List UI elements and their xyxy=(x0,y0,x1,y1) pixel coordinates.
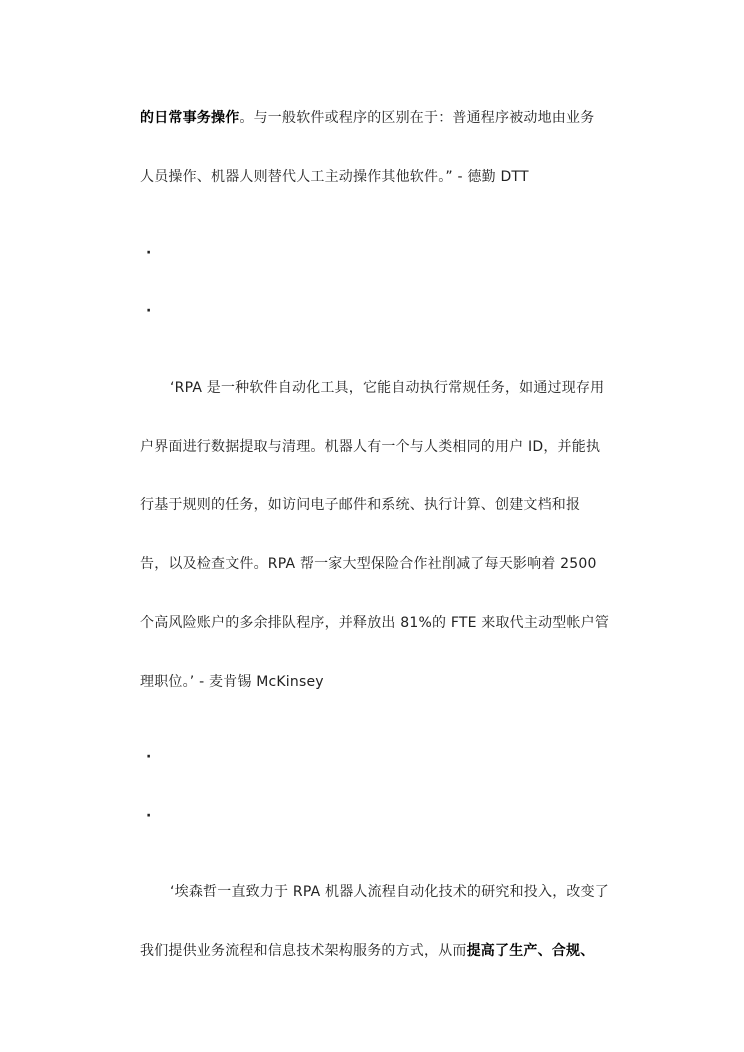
paragraph-2-line-3: 行基于规则的任务，如访问电子邮件和系统、执行计算、创建文档和报 xyxy=(140,497,581,513)
paragraph-1-text: 。与一般软件或程序的区别在于：普通程序被动地由业务 xyxy=(239,110,595,126)
paragraph-1-line-1 xyxy=(140,108,594,128)
paragraph-2-line-1: ‘RPA 是一种软件自动化工具，它能自动执行常规任务，如通过现存用 xyxy=(170,380,605,396)
paragraph-3-line-2 xyxy=(140,941,594,961)
bullet-marker: · xyxy=(146,749,152,765)
paragraph-2-line-2: 户界面进行数据提取与清理。机器人有一个与人类相同的用户 ID，并能执 xyxy=(140,439,601,455)
paragraph-1-bold-text: 的日常事务操作 xyxy=(140,110,240,126)
paragraph-2-line-6: 理职位。’ - 麦肯锡 McKinsey xyxy=(140,674,324,690)
paragraph-3-line-1: ‘埃森哲一直致力于 RPA 机器人流程自动化技术的研究和投入，改变了 xyxy=(170,884,610,900)
paragraph-2-line-4: 告，以及检查文件。RPA 帮一家大型保险合作社削减了每天影响着 2500 xyxy=(140,556,597,572)
bullet-marker: · xyxy=(146,303,152,319)
bullet-marker: · xyxy=(146,245,152,261)
bullet-marker: · xyxy=(146,808,152,824)
paragraph-3-bold-text: 提高了生产、合规、 xyxy=(466,943,595,959)
paragraph-3-text: 我们提供业务流程和信息技术架构服务的方式，从而 xyxy=(140,943,467,959)
paragraph-2-line-5: 个高风险账户的多余排队程序，并释放出 81%的 FTE 来取代主动型帐户管 xyxy=(140,615,610,631)
paragraph-1-line-2: 人员操作、机器人则替代人工主动操作其他软件。” - 德勤 DTT xyxy=(140,169,529,185)
